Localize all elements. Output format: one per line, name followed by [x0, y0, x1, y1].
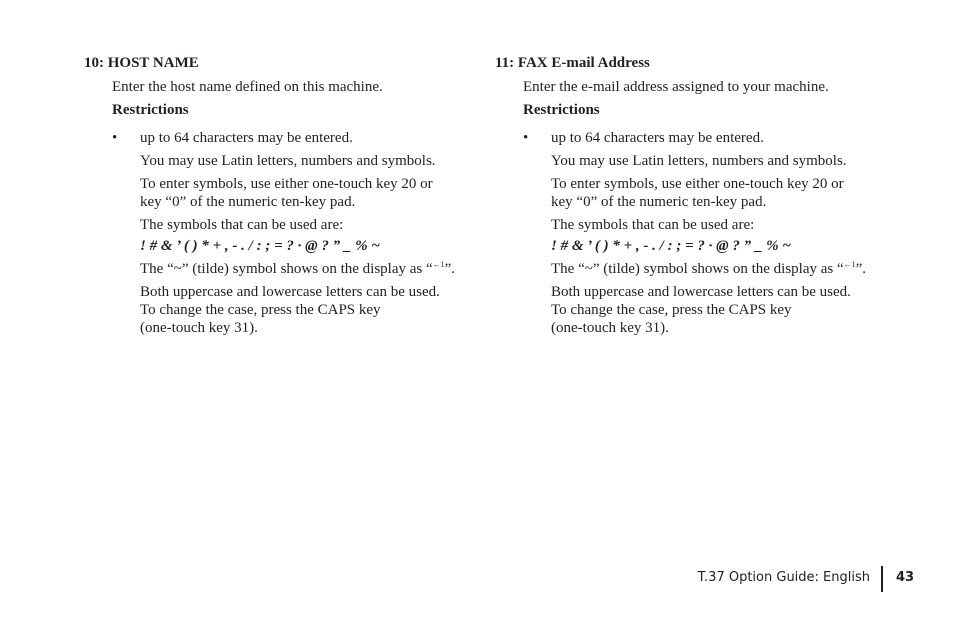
restrictions-heading: Restrictions	[112, 102, 189, 118]
case-note-line-2: To change the case, press the CAPS key	[551, 302, 792, 318]
tilde-note-suffix: ”.	[444, 261, 456, 277]
symbols-entry-line-1: To enter symbols, use either one-touch key 20 or	[140, 176, 433, 192]
tilde-display-glyph: ←1	[432, 260, 445, 269]
section-fax-email-address	[495, 54, 875, 337]
symbols-entry-note	[140, 175, 464, 211]
tilde-display-glyph: ←1	[843, 260, 856, 269]
guide-title: T.37 Option Guide: English	[697, 570, 870, 585]
section-host-name	[84, 54, 464, 337]
section-heading: 10: HOST NAME	[84, 55, 199, 71]
tilde-note-prefix: The “~” (tilde) symbol shows on the display as “	[140, 261, 433, 277]
symbols-entry-note	[551, 175, 875, 211]
restrictions-heading: Restrictions	[523, 102, 600, 118]
symbols-list: ! # & ’ ( ) * + , - . / : ; = ? · @ ? ” _ % ~	[551, 238, 791, 254]
section-intro: Enter the host name defined on this machine.	[112, 79, 383, 95]
symbols-entry-line-1: To enter symbols, use either one-touch key 20 or	[551, 176, 844, 192]
case-note	[140, 283, 464, 337]
tilde-note	[140, 260, 464, 278]
symbols-entry-line-2: key “0” of the numeric ten-key pad.	[551, 194, 767, 210]
case-note-line-3: (one-touch key 31).	[140, 320, 258, 336]
tilde-note-suffix: ”.	[855, 261, 867, 277]
section-heading: 11: FAX E-mail Address	[495, 55, 650, 71]
bullet-icon: •	[112, 130, 118, 146]
bullet-item	[523, 129, 875, 147]
symbols-intro: The symbols that can be used are:	[551, 217, 755, 233]
page-number: 43	[896, 570, 915, 585]
case-note	[551, 283, 875, 337]
symbols-intro: The symbols that can be used are:	[140, 217, 344, 233]
case-note-line-1: Both uppercase and lowercase letters can be used.	[140, 284, 440, 300]
case-note-line-2: To change the case, press the CAPS key	[140, 302, 381, 318]
bullet-item	[112, 129, 464, 147]
case-note-line-3: (one-touch key 31).	[551, 320, 669, 336]
symbols-list: ! # & ’ ( ) * + , - . / : ; = ? · @ ? ” _ % ~	[140, 238, 380, 254]
symbols-entry-line-2: key “0” of the numeric ten-key pad.	[140, 194, 356, 210]
tilde-note-prefix: The “~” (tilde) symbol shows on the display as “	[551, 261, 844, 277]
case-note-line-1: Both uppercase and lowercase letters can be used.	[551, 284, 851, 300]
bullet-icon: •	[523, 130, 529, 146]
bullet-text: up to 64 characters may be entered.	[140, 130, 353, 146]
page-footer	[0, 566, 954, 594]
section-intro: Enter the e-mail address assigned to your machine.	[523, 79, 829, 95]
latin-note: You may use Latin letters, numbers and symbols.	[140, 153, 436, 169]
footer-divider	[881, 566, 883, 592]
bullet-text: up to 64 characters may be entered.	[551, 130, 764, 146]
tilde-note	[551, 260, 875, 278]
latin-note: You may use Latin letters, numbers and symbols.	[551, 153, 847, 169]
